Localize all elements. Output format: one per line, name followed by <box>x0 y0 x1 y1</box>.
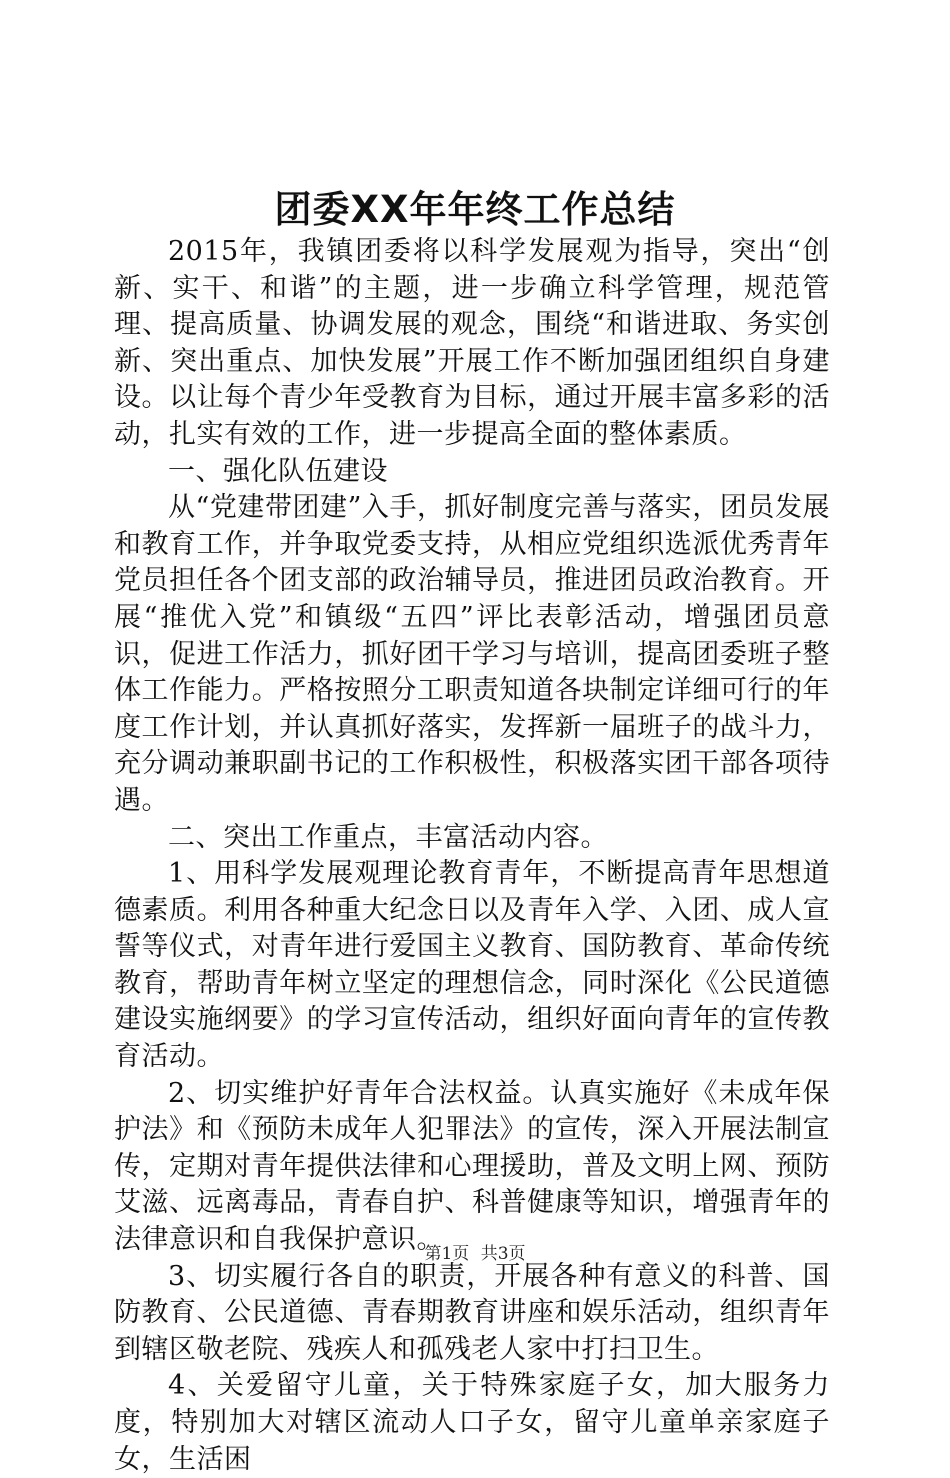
document-title: 团委XX年年终工作总结 <box>274 188 676 231</box>
page-footer <box>0 1242 950 1266</box>
section-heading-1: 一、强化队伍建设 <box>168 455 388 487</box>
paragraph-item-3: 3、切实履行各自的职责，开展各种有意义的科普、国防教育、公民道德、青春期教育讲座和娱乐活动，组织青年到辖区敬老院、残疾人和孤残老人家中打扫卫生。 <box>114 1260 830 1365</box>
paragraph-intro: 2015年，我镇团委将以科学发展观为指导，突出“创新、实干、和谐”的主题，进一步确立科学管理，规范管理、提高质量、协调发展的观念，围绕“和谐进取、务实创新、突出重点、加快发展”开展工作不断加强团组织自身建设。以让每个青少年受教育为目标，通过开展丰富多彩的活动，扎实有效的工作，进一步提高全面的整体素质。 <box>114 236 830 450</box>
page-number: 第1页 <box>424 1244 470 1264</box>
section-heading-2: 二、突出工作重点，丰富活动内容。 <box>168 821 608 853</box>
paragraph-item-2: 2、切实维护好青年合法权益。认真实施好《未成年保护法》和《预防未成年人犯罪法》的宣传，深入开展法制宣传，定期对青年提供法律和心理援助，普及文明上网、预防艾滋、远离毒品，青春自护、科普健康等知识，增强青年的法律意识和自我保护意识。 <box>114 1077 830 1256</box>
paragraph-item-4: 4、关爱留守儿童，关于特殊家庭子女，加大服务力度，特别加大对辖区流动人口子女，留守儿童单亲家庭子女，生活困 <box>114 1370 830 1475</box>
paragraph-section-1: 从“党建带团建”入手，抓好制度完善与落实，团员发展和教育工作，并争取党委支持，从相应党组织选派优秀青年党员担任各个团支部的政治辅导员，推进团员政治教育。开展“推优入党”和镇级“五四”评比表彰活动，增强团员意识，促进工作活力，抓好团干学习与培训，提高团委班子整体工作能力。严格按照分工职责知道各块制定详细可行的年度工作计划，并认真抓好落实，发挥新一届班子的战斗力，充分调动兼职副书记的工作积极性，积极落实团干部各项待遇。 <box>114 492 830 816</box>
paragraph-item-1: 1、用科学发展观理论教育青年，不断提高青年思想道德素质。利用各种重大纪念日以及青年入学、入团、成人宣誓等仪式，对青年进行爱国主义教育、国防教育、革命传统教育，帮助青年树立坚定的理想信念，同时深化《公民道德建设实施纲要》的学习宣传活动，组织好面向青年的宣传教育活动。 <box>114 858 830 1073</box>
page-total: 共3页 <box>480 1244 526 1264</box>
document-body <box>114 234 830 1478</box>
